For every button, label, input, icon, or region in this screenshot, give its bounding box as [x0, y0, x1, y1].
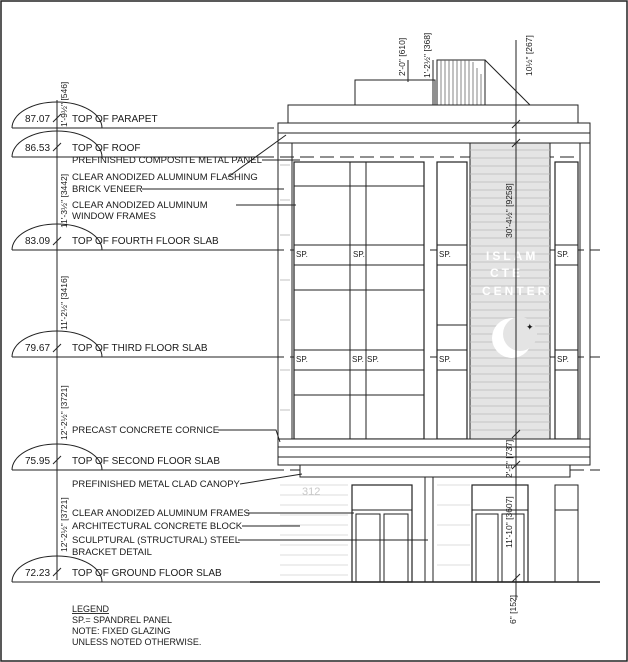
level-label-ground-floor: TOP OF GROUND FLOOR SLAB: [72, 568, 222, 579]
sign-line-1: ISLAM: [486, 249, 539, 263]
note-window-frames-line2: WINDOW FRAMES: [72, 211, 156, 222]
elevation-value-parapet: 87.07: [25, 114, 51, 125]
note-composite-panel: PREFINISHED COMPOSITE METAL PANEL: [72, 155, 262, 166]
note-aluminum-frames: CLEAR ANODIZED ALUMINUM FRAMES: [72, 508, 250, 519]
elevation-value-third-floor: 79.67: [25, 343, 51, 354]
spandrel-tag: SP.: [352, 355, 364, 364]
note-concrete-block: ARCHITECTURAL CONCRETE BLOCK: [72, 521, 243, 532]
spandrel-tag: SP.: [439, 250, 451, 259]
dim-penthouse: 2'-0" [610]: [397, 37, 407, 76]
spandrel-tag: SP.: [557, 355, 569, 364]
spandrel-tag: SP.: [296, 250, 308, 259]
street-number: 312: [302, 486, 321, 498]
legend-title: LEGEND: [72, 604, 110, 614]
dim-third-floor: 11'-2½" [3416]: [59, 275, 69, 330]
note-canopy: PREFINISHED METAL CLAD CANOPY: [72, 479, 240, 490]
dim-parapet: 1'-9½" [546]: [59, 81, 69, 127]
elevation-value-fourth-floor: 83.09: [25, 236, 51, 247]
note-brick-veneer: BRICK VENEER: [72, 184, 143, 195]
elevation-value-roof: 86.53: [25, 143, 51, 154]
dim-fourth-floor: 11'-3½" [3442]: [59, 173, 69, 228]
spandrel-tag: SP.: [353, 250, 365, 259]
note-window-frames-line1: CLEAR ANODIZED ALUMINUM: [72, 200, 208, 211]
note-flashing: CLEAR ANODIZED ALUMINUM FLASHING: [72, 172, 258, 183]
dim-footing: 6" [152]: [508, 594, 518, 624]
dim-second-floor: 12'-2½" [3721]: [59, 385, 69, 440]
dim-upper-floors: 30'-4½" [9258]: [504, 183, 514, 238]
spandrel-tag: SP.: [557, 250, 569, 259]
elevation-value-ground-floor: 72.23: [25, 568, 51, 579]
dim-ground-floor-height: 11'-10" [3607]: [504, 496, 514, 548]
dim-roof-screen: 1'-2½" [368]: [422, 32, 432, 78]
level-label-roof: TOP OF ROOF: [72, 143, 141, 154]
spandrel-tag: SP.: [367, 355, 379, 364]
spandrel-tag: SP.: [439, 355, 451, 364]
dim-ground-floor: 12'-2½" [3721]: [59, 497, 69, 552]
level-label-third-floor: TOP OF THIRD FLOOR SLAB: [72, 343, 208, 354]
sign-line-3: CENTER: [482, 284, 550, 298]
spandrel-tag: SP.: [296, 355, 308, 364]
note-steel-bracket-line2: BRACKET DETAIL: [72, 547, 152, 558]
dim-canopy-band: 2'-5" [737]: [504, 439, 514, 478]
elevation-value-second-floor: 75.95: [25, 456, 51, 467]
legend-note-line1: NOTE: FIXED GLAZING: [72, 626, 171, 636]
legend-note-line2: UNLESS NOTED OTHERWISE.: [72, 637, 202, 647]
legend-spandrel: SP.= SPANDREL PANEL: [72, 615, 172, 625]
level-label-fourth-floor: TOP OF FOURTH FLOOR SLAB: [72, 236, 219, 247]
level-label-parapet: TOP OF PARAPET: [72, 114, 158, 125]
note-cornice: PRECAST CONCRETE CORNICE: [72, 425, 220, 436]
note-steel-bracket-line1: SCULPTURAL (STRUCTURAL) STEEL: [72, 535, 241, 546]
level-label-second-floor: TOP OF SECOND FLOOR SLAB: [72, 456, 220, 467]
dim-parapet-height: 10½" [267]: [524, 35, 534, 76]
sign-line-2: CTE: [490, 266, 523, 280]
svg-text:✦: ✦: [526, 322, 534, 332]
